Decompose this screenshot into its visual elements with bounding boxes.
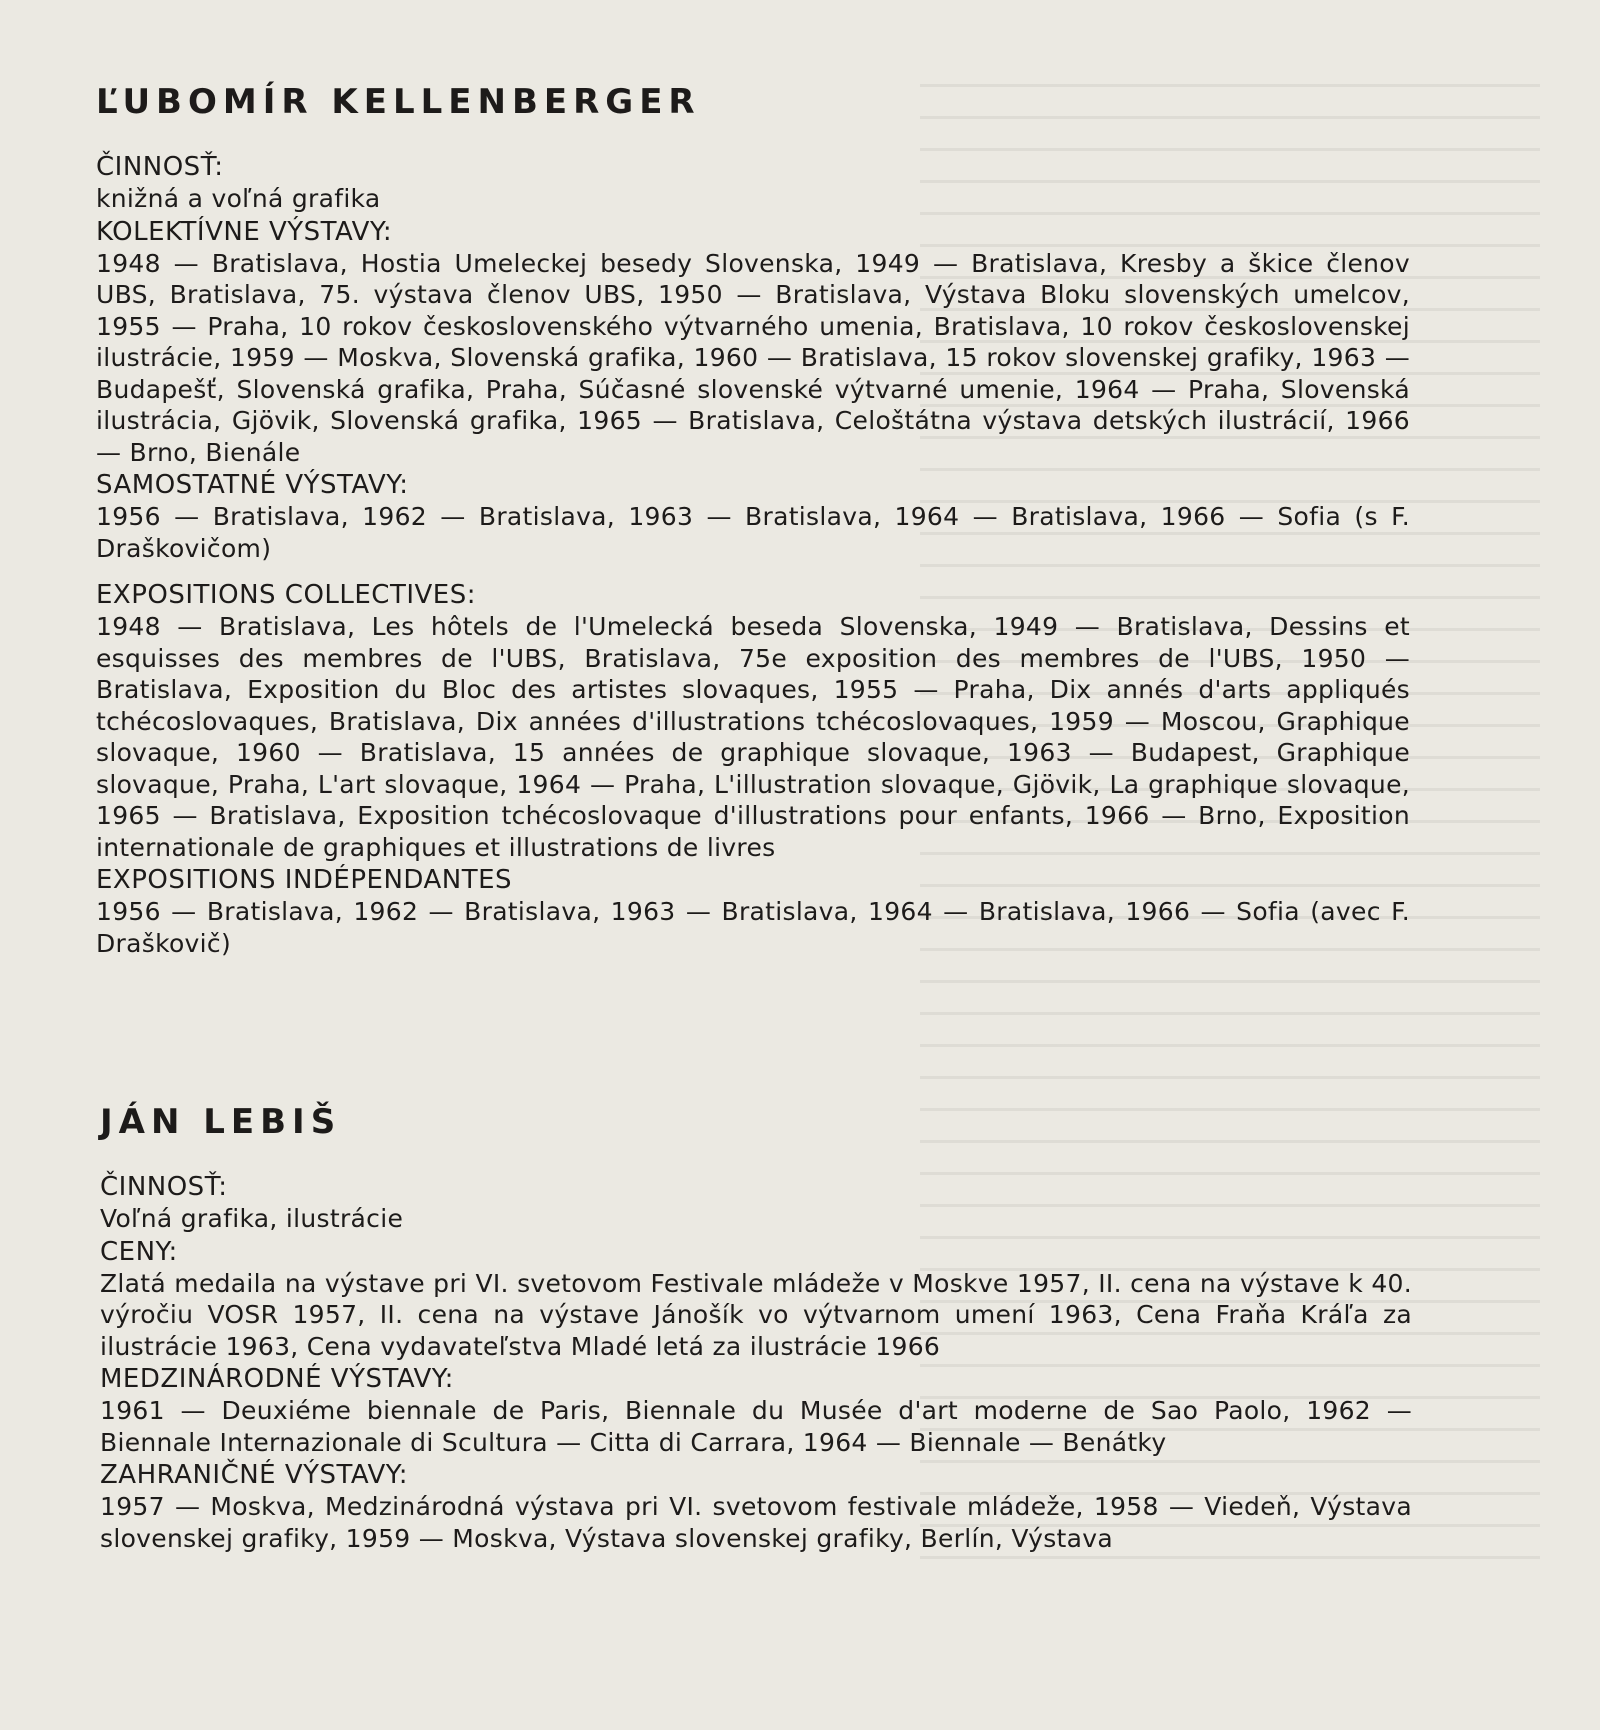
artist-entry-kellenberger bbox=[96, 80, 1410, 961]
spacer bbox=[96, 566, 1410, 580]
awards-text: Zlatá medaila na výstave pri VI. svetovom Festivale mládeže v Moskve 1957, II. cena na výstave k 40. výročiu VOSR 1957, II. cena na výstave Jánošík vo výtvarnom umení 1963, Cena Fraňa Kráľa za ilustrácie 1963, Cena vydavateľstva Mladé letá za ilustrácie 1966 bbox=[100, 1268, 1412, 1361]
foreign-exhibitions-heading: ZAHRANIČNÉ VÝSTAVY: bbox=[100, 1460, 408, 1490]
collective-exhibitions-text: 1948 — Bratislava, Hostia Umeleckej besedy Slovenska, 1949 — Bratislava, Kresby a škice členov UBS, Bratislava, 75. výstava členov UBS, 1950 — Bratislava, Výstava Bloku slovenských umelcov, 1955 — Praha, 10 rokov československého výtvarného umenia, Bratislava, 10 rokov československej ilustrácie, 1959 — Moskva, Slovenská grafika, 1960 — Bratislava, 15 rokov slovenskej grafiky, 1963 — Budapešť, Slovenská grafika, Praha, Súčasné slovenské výtvarné umenie, 1964 — Praha, Slovenská ilustrácia, Gjövik, Slovenská grafika, 1965 — Bratislava, Celoštátna výstava detských ilustrácií, 1966 — Brno, Bienále bbox=[96, 248, 1410, 467]
activity-text: knižná a voľná grafika bbox=[96, 184, 381, 213]
awards-heading: CENY: bbox=[100, 1236, 178, 1267]
collective-exhibitions-heading: KOLEKTÍVNE VÝSTAVY: bbox=[96, 216, 393, 247]
expositions-independantes-heading: EXPOSITIONS INDÉPENDANTES bbox=[96, 865, 513, 895]
expositions-collectives-text: 1948 — Bratislava, Les hôtels de l'Umelecká beseda Slovenska, 1949 — Bratislava, Dessins et esquisses des membres de l'UBS, Bratislava, 75e exposition des membres de l'UBS, 1950 — Bratislava, Exposition du Bloc des artistes slovaques, 1955 — Praha, Dix annés d'arts appliqués tchécoslovaques, Bratislava, Dix années d'illustrations tchécoslovaques, 1959 — Moscou, Graphique slovaque, 1960 — Bratislava, 15 années de graphique slovaque, 1963 — Budapest, Graphique slovaque, Praha, L'art slovaque, 1964 — Praha, L'illustration slovaque, Gjövik, La graphique slovaque, 1965 — Bratislava, Exposition tchécoslovaque d'illustrations pour enfants, 1966 — Brno, Exposition internationale de graphiques et illustrations de livres bbox=[96, 612, 1410, 862]
foreign-exhibitions-text: 1957 — Moskva, Medzinárodná výstava pri VI. svetovom festivale mládeže, 1958 — Viedeň, Výstava slovenskej grafiky, 1959 — Moskva, Výstava slovenskej grafiky, Berlín, Výstava bbox=[100, 1492, 1412, 1553]
activity-text: Voľná grafika, ilustrácie bbox=[100, 1204, 404, 1233]
artist-name: ĽUBOMÍR KELLENBERGER bbox=[96, 82, 701, 122]
expositions-collectives-heading: EXPOSITIONS COLLECTIVES: bbox=[96, 580, 476, 610]
international-exhibitions-text: 1961 — Deuxiéme biennale de Paris, Biennale du Musée d'art moderne de Sao Paolo, 1962 — Biennale Internazionale di Scultura — Citta di Carrara, 1964 — Biennale — Benátky bbox=[100, 1396, 1412, 1457]
artist-entry-lebis bbox=[100, 1100, 1412, 1556]
activity-heading: ČINNOSŤ: bbox=[100, 1172, 228, 1202]
artist-name: JÁN LEBIŠ bbox=[100, 1102, 342, 1142]
expositions-independantes-text: 1956 — Bratislava, 1962 — Bratislava, 1963 — Bratislava, 1964 — Bratislava, 1966 — Sofia (avec F. Draškovič) bbox=[96, 897, 1410, 958]
activity-heading: ČINNOSŤ: bbox=[96, 152, 224, 182]
solo-exhibitions-text: 1956 — Bratislava, 1962 — Bratislava, 1963 — Bratislava, 1964 — Bratislava, 1966 — Sofia (s F. Draškovičom) bbox=[96, 502, 1410, 563]
solo-exhibitions-heading: SAMOSTATNÉ VÝSTAVY: bbox=[96, 470, 409, 500]
international-exhibitions-heading: MEDZINÁRODNÉ VÝSTAVY: bbox=[100, 1364, 454, 1394]
